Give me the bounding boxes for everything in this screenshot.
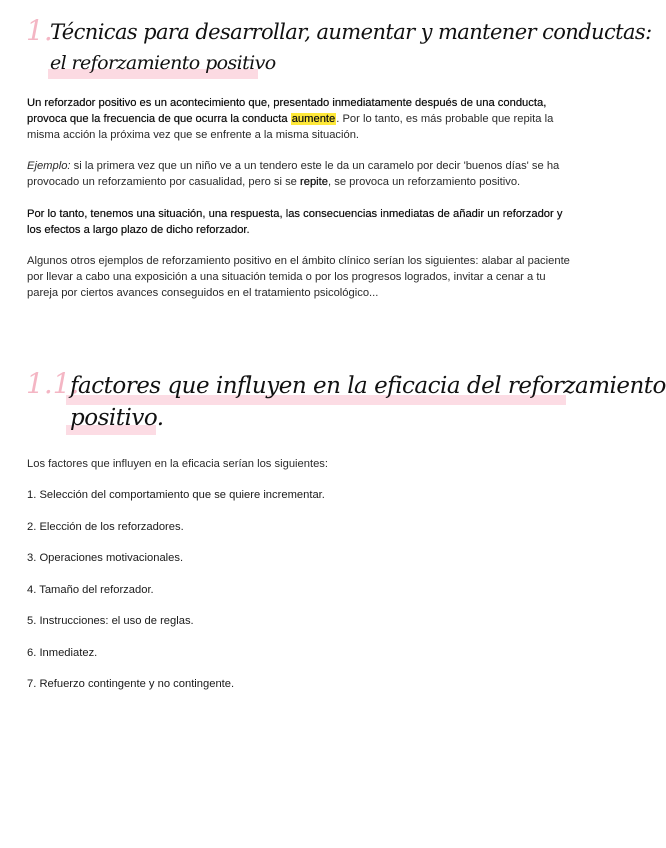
list-item: 5. Instrucciones: el uso de reglas.: [27, 615, 194, 627]
highlighted-word: aumente: [291, 113, 336, 125]
paragraph-definition: [27, 95, 575, 143]
clinical-examples-text: Algunos otros ejemplos de reforzamiento positivo en el ámbito clínico serían los siguientes: alabar al paciente por llevar a cabo una exposición a una situación temida o por los progresos logrados, invitar a cenar a tu pareja por ciertos avances conseguidos en el tratamiento psicológico...: [27, 255, 570, 299]
heading-1-line-1: Técnicas para desarrollar, aumentar y mantener conductas:: [50, 20, 652, 44]
heading-2-line-2: positivo.: [70, 405, 164, 431]
list-item: 1. Selección del comportamiento que se quiere incrementar.: [27, 489, 325, 501]
paragraph-summary: [27, 206, 575, 238]
paragraph-clinical-examples: [27, 253, 575, 301]
heading-1-line-2: el reforzamiento positivo: [50, 52, 276, 74]
example-text: si la primera vez que un niño ve a un tendero este le da un caramelo por decir 'buenos días' se ha provocado un reforzamiento por casualidad, pero si se: [27, 160, 560, 188]
list-item: 2. Elección de los reforzadores.: [27, 521, 184, 533]
example-bold-word: repite: [300, 176, 329, 188]
definition-continuation: . Por lo tanto, es más probable que repita la misma acción la próxima vez que se enfrente a la misma situación.: [27, 113, 554, 141]
heading-2-line-1: factores que influyen en la eficacia del reforzamiento: [70, 373, 666, 399]
example-continuation: , se provoca un reforzamiento positivo.: [328, 176, 521, 188]
summary-text: Por lo tanto, tenemos una situación, una respuesta, las consecuencias inmediatas de añadir un reforzador y los efectos a largo plazo de dicho reforzador.: [27, 208, 563, 236]
example-label: Ejemplo:: [27, 160, 71, 172]
list-item: 7. Refuerzo contingente y no contingente.: [27, 678, 235, 690]
list-item: 3. Operaciones motivacionales.: [27, 552, 184, 564]
factors-intro: Los factores que influyen en la eficacia serían los siguientes:: [27, 458, 328, 470]
definition-text: Un reforzador positivo es un acontecimiento que, presentado inmediatamente después de una conducta, provoca que la frecuencia de que ocurra la conducta: [27, 97, 547, 125]
heading-1-number: 1.: [26, 14, 53, 47]
list-item: 4. Tamaño del reforzador.: [27, 584, 154, 596]
paragraph-example: [27, 158, 575, 190]
heading-2-number: 1.1.: [26, 367, 80, 400]
list-item: 6. Inmediatez.: [27, 647, 98, 659]
